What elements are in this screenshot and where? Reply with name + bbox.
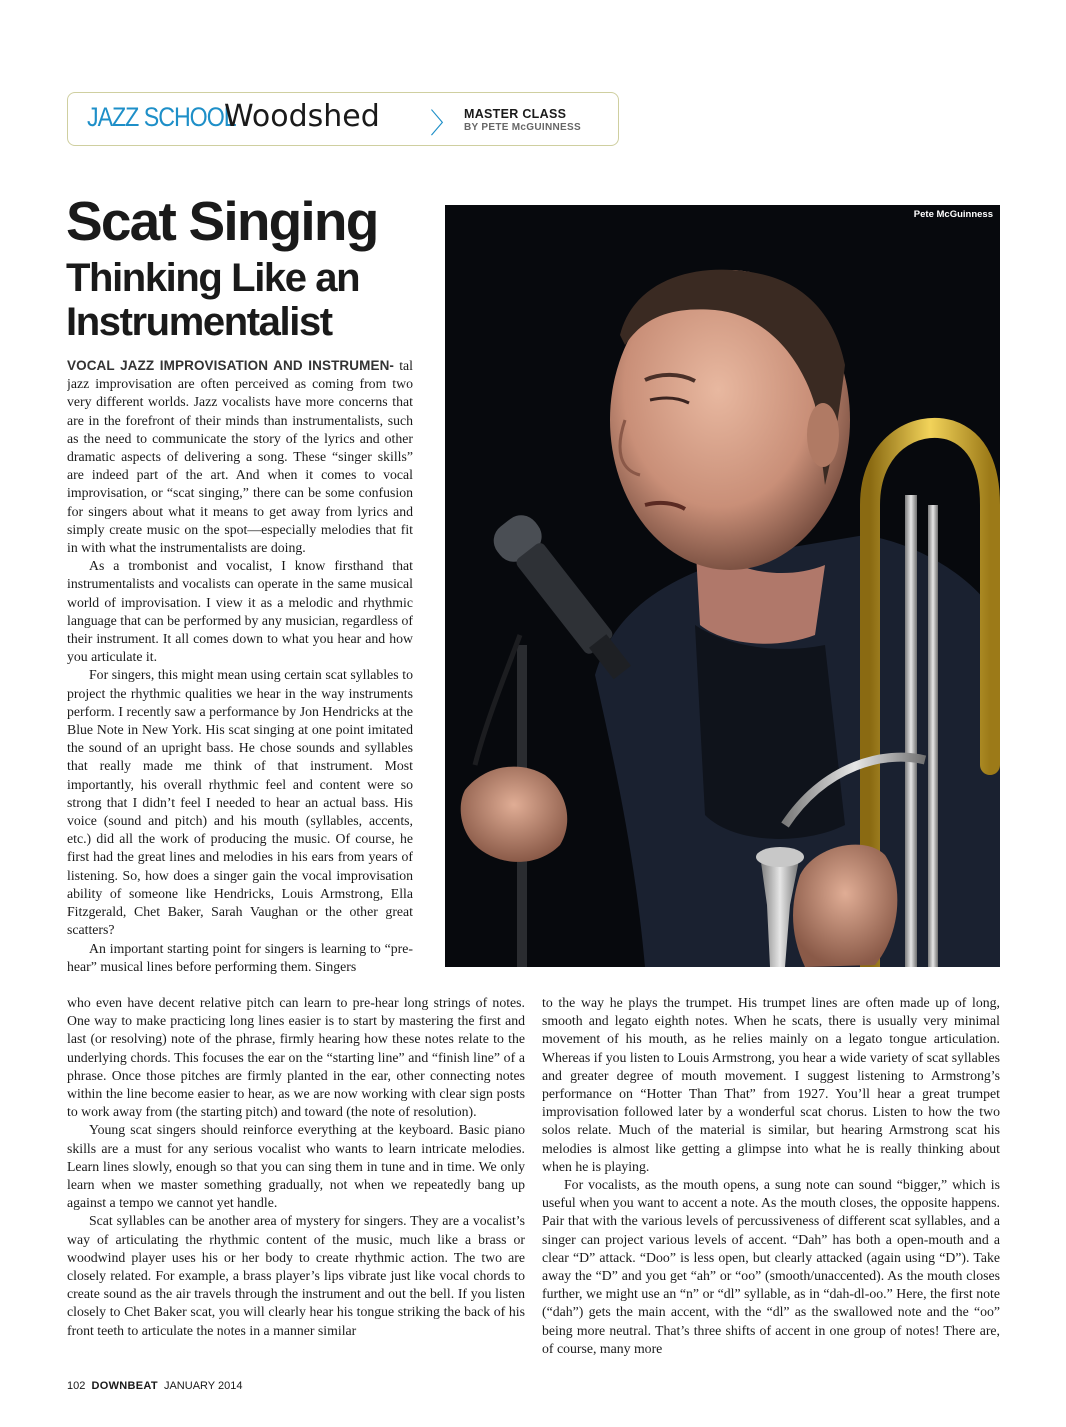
page-number: 102 bbox=[67, 1380, 86, 1392]
section-name: JAZZ SCHOOL bbox=[87, 102, 236, 132]
lead-in: VOCAL JAZZ IMPROVISATION AND INSTRUMEN- bbox=[67, 358, 395, 373]
trombonist-singer-illustration bbox=[445, 205, 1000, 967]
paragraph: Young scat singers should reinforce everything at the keyboard. Basic piano skills are a must for any serious vocalist who wants to learn intricate melodies. Learn lines slowly, enough so that you can sing them in tune and in time. We only learn when we master something gradually, not when we repeatedly bang up against a tempo we cannot yet handle. bbox=[67, 1122, 525, 1211]
paragraph: As a trombonist and vocalist, I know firsthand that instrumentalists and vocalists can operate in the same musical world of improvisation. I view it as a melodic and rhythmic language that can be performed by any musician, regardless of their instrument. It all comes down to what you hear and how you articulate it. bbox=[67, 558, 413, 665]
article-title: Scat Singing bbox=[66, 190, 378, 252]
category-label: MASTER CLASS bbox=[464, 107, 567, 121]
photo-credit: Pete McGuinness bbox=[913, 209, 993, 220]
column-name: Woodshed bbox=[224, 99, 380, 134]
paragraph: VOCAL JAZZ IMPROVISATION AND INSTRUMEN- tal jazz improvisation are often perceived as coming from two very different worlds. Jazz vocalists have more concerns that are in the forefront of their minds than instrumentalists, such as the need to communicate the story of the lyrics and other dramatic aspects of delivering a song. These “singer skills” are indeed part of the art. And when it comes to vocal improvisation, or “scat singing,” there can be some confusion for singers about what it means to get away from lyrics and simply create music on the spot—especially melodies that fit in with what the instrumentalists are doing. bbox=[67, 358, 413, 556]
magazine-name: DOWNBEAT bbox=[91, 1380, 158, 1392]
article-column-right bbox=[542, 994, 1000, 1358]
issue-date: JANUARY 2014 bbox=[163, 1380, 243, 1392]
section-header bbox=[67, 92, 619, 146]
paragraph: Scat syllables can be another area of mystery for singers. They are a vocalist’s way of articulating the rhythmic content of the music, much like a brass or woodwind player uses his or her body to create rhythmic action. The two are closely related. For example, a brass player’s lips vibrate just like vocal chords to create sound as the air travels through the instrument and out the bell. If you listen closely to Chet Baker scat, you will clearly hear his tongue striking the back of his front teeth to articulate the notes in a manner similar bbox=[67, 1213, 525, 1338]
paragraph: For singers, this might mean using certain scat syllables to project the rhythmic qualities we hear in the way instruments perform. I recently saw a performance by Jon Hendricks at the Blue Note in New York. His scat singing at one point imitated the sound of an upright bass. He chose sounds and syllables that really made me think of that instrument. Most importantly, his overall rhythmic feel and content were so strong that I didn’t feel I needed to hear an actual bass. His voice (sound and pitch) and his mouth (syllables, accents, etc.) did all the work of producing the music. Of course, he first had the great lines and melodies in his ears from years of listening. So, how does a singer gain the vocal improvisation ability of someone like Hendricks, Louis Armstrong, Ella Fitzgerald, Chet Baker, Sarah Vaughan or the other great scatters? bbox=[67, 667, 413, 938]
paragraph: who even have decent relative pitch can learn to pre-hear long strings of notes. One way to make practicing long lines easier is to start by mastering the first and last (or resolving) note of the phrase, firmly hearing how these notes relate to the underlying chords. This focuses the ear on the “starting line” and “finish line” of a phrase. Once those pitches are firmly planted in the ear, other connecting notes within the line become easier to hear, as we are now working with clear sign posts to work away from (the starting pitch) and toward (the note of resolution). bbox=[67, 995, 525, 1120]
chevron-right-icon: 〉 bbox=[430, 107, 459, 140]
paragraph: An important starting point for singers is learning to “pre-hear” musical lines before performing them. Singers bbox=[67, 940, 413, 974]
paragraph: to the way he plays the trumpet. His trumpet lines are often made up of long, smooth and legato eighth notes. When he scats, there is usually very minimal movement of his mouth, as he relies mainly on a legato tongue articulation. Whereas if you listen to Louis Armstrong, you hear a wide variety of scat syllables and greater degree of mouth movement. I suggest listening to Armstrong’s performance on “Hotter Than That” from 1927. You’ll hear a great trumpet improvisation followed later by a wonderful scat chorus. Listen to how the two solos relate. Much of the material is similar, but hearing Armstrong scat his melodies is almost like getting a glimpse into what he is really thinking about when he is playing. bbox=[542, 995, 1000, 1174]
article-column-left-bottom bbox=[67, 994, 525, 1358]
page-footer bbox=[67, 1380, 242, 1392]
article-column-left-top bbox=[67, 357, 413, 992]
performer-photo bbox=[445, 205, 1000, 967]
paragraph: For vocalists, as the mouth opens, a sung note can sound “bigger,” which is useful when you want to accent a note. As the mouth closes, the opposite happens. Pair that with the various levels of percussiveness of different scat syllables, and a singer can project various levels of accent. “Dah” has both a open-mouth and a clear “D” attack. “Doo” is less open, but clearly attacked (again using “D”). Take away the “D” and you get “ah” or “oo” (smooth/unaccented). As the mouth closes further, we might use an “n” or “dl” syllable, as in “dah-dl-oo.” Here, the first note (“dah”) gets the main accent, with the “dl” as the swallowed note and the “oo” being more neutral. That’s three shifts of accent in one group of notes! There are, of course, many more bbox=[542, 1177, 1000, 1356]
author-byline: BY PETE McGUINNESS bbox=[464, 122, 581, 133]
article-subtitle: Thinking Like an Instrumentalist bbox=[66, 256, 360, 344]
